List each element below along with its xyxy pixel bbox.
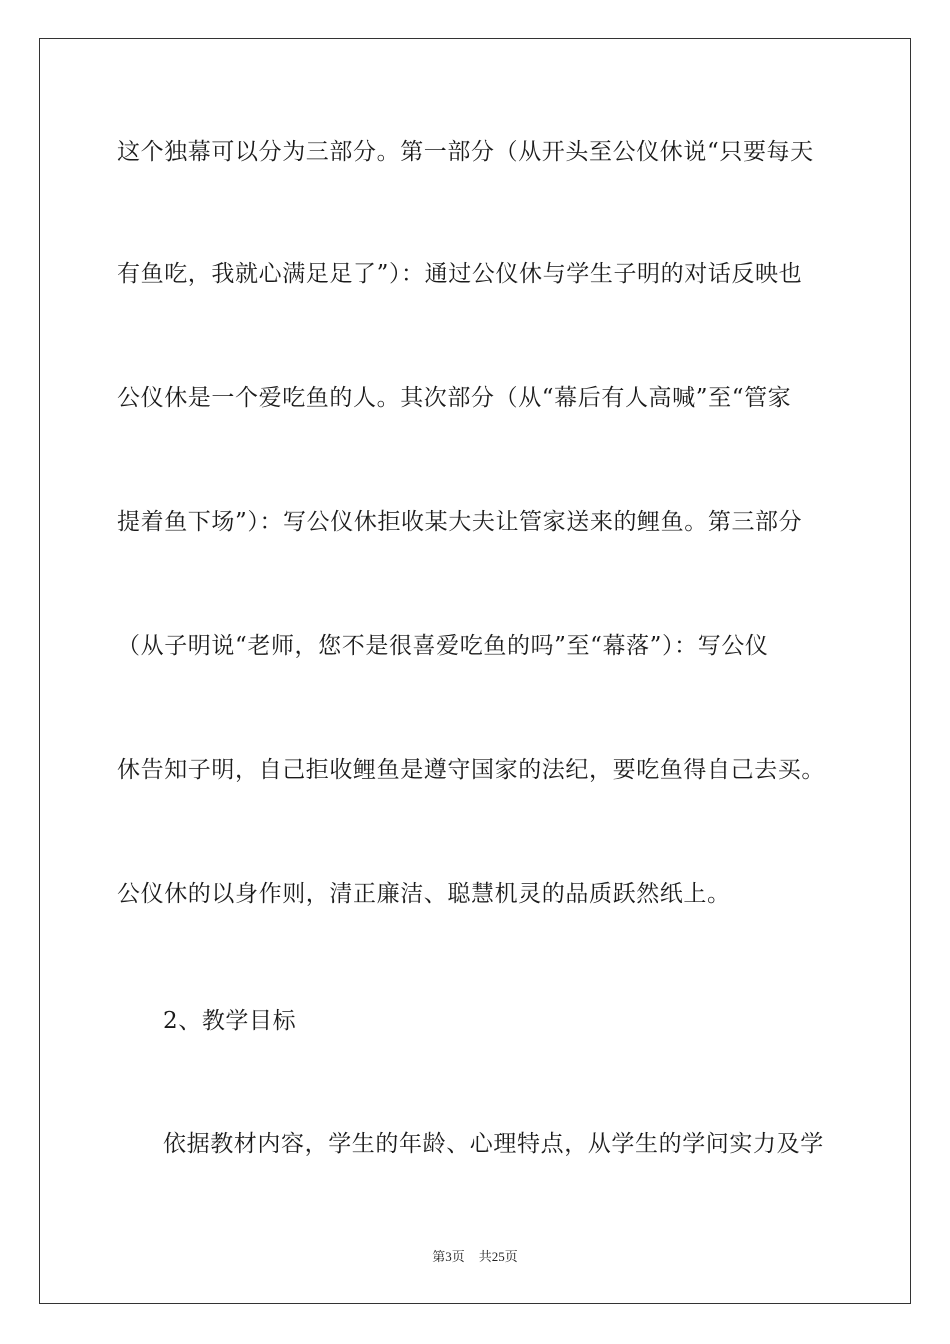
section-heading: 2、教学目标 — [163, 1008, 297, 1034]
body-line-6: 休告知子明，自己拒收鲤鱼是遵守国家的法纪，要吃鱼得自己去买。 — [117, 757, 825, 783]
page-footer — [0, 1248, 950, 1266]
page-border — [39, 38, 911, 1304]
body-line-4: 提着鱼下场”）：写公仪休拒收某大夫让管家送来的鲤鱼。第三部分 — [117, 509, 803, 535]
paragraph-start: 依据教材内容，学生的年龄、心理特点，从学生的学问实力及学 — [163, 1131, 824, 1157]
body-line-7: 公仪休的以身作则，清正廉洁、聪慧机灵的品质跃然纸上。 — [117, 881, 731, 907]
body-line-2: 有鱼吃，我就心满足足了”）：通过公仪休与学生子明的对话反映也 — [117, 261, 803, 287]
page-total: 共25页 — [478, 1249, 518, 1264]
page-number: 第3页 — [432, 1249, 465, 1264]
body-line-3: 公仪休是一个爱吃鱼的人。其次部分（从“幕后有人高喊”至“管家 — [117, 385, 792, 411]
body-line-5: （从子明说“老师，您不是很喜爱吃鱼的吗”至“幕落”）：写公仪 — [117, 633, 769, 659]
body-line-1: 这个独幕可以分为三部分。第一部分（从开头至公仪休说“只要每天 — [117, 139, 814, 165]
